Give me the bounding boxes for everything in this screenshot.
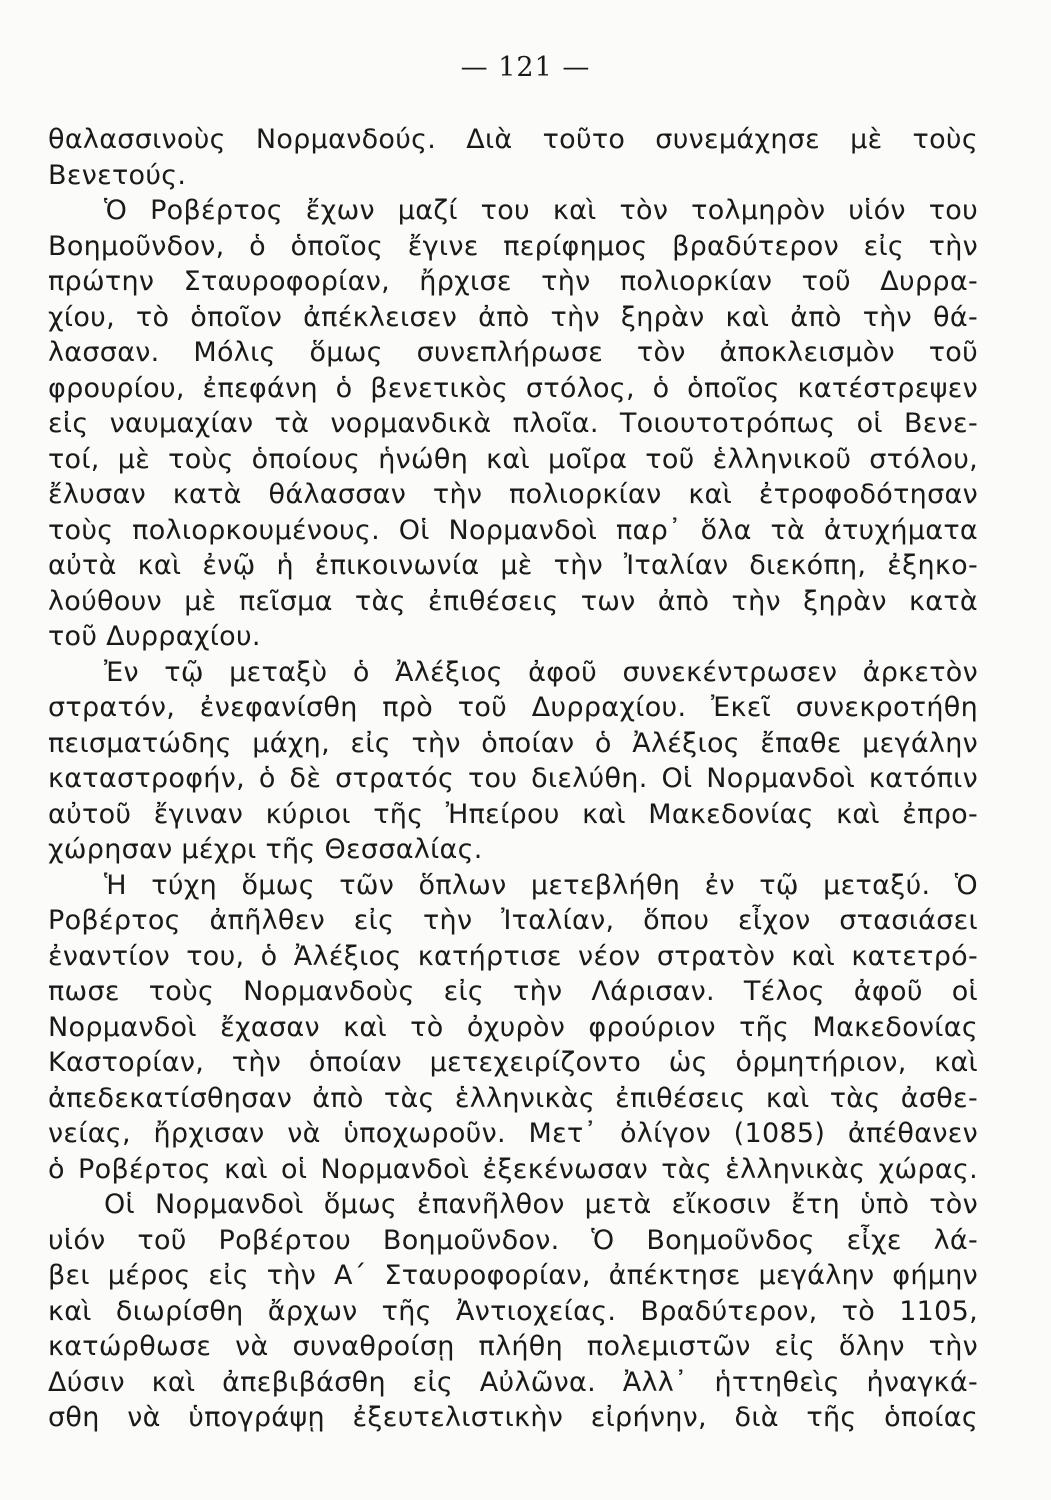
- text-line: Ἡ τύχη ὅμως τῶν ὅπλων μετεβλήθη ἐν τῷ μεταξύ. Ὁ: [104, 869, 978, 901]
- text-line: στρατόν, ἐνεφανίσθη πρὸ τοῦ Δυρραχίου. Ἐκεῖ συνεκροτήθη: [48, 692, 978, 723]
- text-line: πρώτην Σταυροφορίαν, ἤρχισε τὴν πολιορκίαν τοῦ Δυρρα-: [48, 266, 978, 297]
- text-line: τοῦ Δυρραχίου.: [48, 621, 261, 652]
- text-line: Οἱ Νορμανδοὶ ὅμως ἐπανῆλθον μετὰ εἴκοσιν ἔτη ὑπὸ τὸν: [104, 1189, 978, 1220]
- text-line: λασσαν. Μόλις ὅμως συνεπλήρωσε τὸν ἀποκλεισμὸν τοῦ: [48, 337, 978, 368]
- text-line: χίου, τὸ ὁποῖον ἀπέκλεισεν ἀπὸ τὴν ξηρὰν καὶ ἀπὸ τὴν θά-: [48, 301, 978, 333]
- text-line: Νορμανδοὶ ἔχασαν καὶ τὸ ὀχυρὸν φρούριον τῆς Μακεδονίας: [48, 1011, 978, 1043]
- text-line: Καστορίαν, τὴν ὁποίαν μετεχειρίζοντο ὡς ὁρμητήριον, καὶ: [48, 1047, 978, 1078]
- text-line: ἔλυσαν κατὰ θάλασσαν τὴν πολιορκίαν καὶ ἐτροφοδότησαν: [48, 479, 978, 510]
- text-line: πεισματώδης μάχη, εἰς τὴν ὁποίαν ὁ Ἀλέξιος ἔπαθε μεγάλην: [48, 727, 978, 759]
- text-line: νείας, ἤρχισαν νὰ ὑποχωροῦν. Μετ᾽ ὀλίγον (1085) ἀπέθανεν: [48, 1118, 978, 1149]
- text-line: Ἐν τῷ μεταξὺ ὁ Ἀλέξιος ἀφοῦ συνεκέντρωσεν ἀρκετὸν: [104, 656, 978, 688]
- text-line: εἰς ναυμαχίαν τὰ νορμανδικὰ πλοῖα. Τοιουτοτρόπως οἱ Βενε-: [48, 408, 978, 439]
- text-line: θαλασσινοὺς Νορμανδούς. Διὰ τοῦτο συνεμάχησε μὲ τοὺς: [48, 124, 978, 155]
- text-line: κατώρθωσε νὰ συναθροίσῃ πλήθη πολεμιστῶν εἰς ὅλην τὴν: [48, 1331, 978, 1362]
- text-line: Ροβέρτος ἀπῆλθεν εἰς τὴν Ἰταλίαν, ὅπου εἶχον στασιάσει: [48, 905, 978, 936]
- text-line: πωσε τοὺς Νορμανδοὺς εἰς τὴν Λάρισαν. Τέλος ἀφοῦ οἱ: [48, 976, 978, 1007]
- text-line: Βοημοῦνδον, ὁ ὁποῖος ἔγινε περίφημος βραδύτερον εἰς τὴν: [48, 230, 978, 262]
- text-line: ἐναντίον του, ὁ Ἀλέξιος κατήρτισε νέον στρατὸν καὶ κατετρό-: [48, 940, 978, 972]
- text-line: υἱόν τοῦ Ροβέρτου Βοημοῦνδον. Ὁ Βοημοῦνδος εἶχε λά-: [48, 1224, 978, 1256]
- text-line: τοί, μὲ τοὺς ὁποίους ἡνώθη καὶ μοῖρα τοῦ ἑλληνικοῦ στόλου,: [48, 443, 978, 475]
- text-line: αὐτὰ καὶ ἐνῷ ἡ ἐπικοινωνία μὲ τὴν Ἰταλίαν διεκόπη, ἐξηκο-: [48, 550, 978, 581]
- page-number: — 121 —: [460, 52, 591, 83]
- text-line: λούθουν μὲ πεῖσμα τὰς ἐπιθέσεις των ἀπὸ τὴν ξηρὰν κατὰ: [48, 585, 978, 617]
- text-line: καταστροφήν, ὁ δὲ στρατός του διελύθη. Οἱ Νορμανδοὶ κατόπιν: [48, 763, 978, 794]
- text-line: Ὁ Ροβέρτος ἔχων μαζί του καὶ τὸν τολμηρὸν υἱόν του: [104, 195, 978, 226]
- text-line: ὁ Ροβέρτος καὶ οἱ Νορμανδοὶ ἐξεκένωσαν τὰς ἑλληνικὰς χώρας.: [48, 1153, 978, 1185]
- text-line: ἀπεδεκατίσθησαν ἀπὸ τὰς ἑλληνικὰς ἐπιθέσεις καὶ τὰς ἀσθε-: [48, 1082, 978, 1114]
- text-line: βει μέρος εἰς τὴν Α´ Σταυροφορίαν, ἀπέκτησε μεγάλην φήμην: [48, 1260, 978, 1291]
- text-line: φρουρίου, ἐπεφάνη ὁ βενετικὸς στόλος, ὁ ὁποῖος κατέστρεψεν: [48, 372, 978, 404]
- text-line: αὐτοῦ ἔγιναν κύριοι τῆς Ἠπείρου καὶ Μακεδονίας καὶ ἐπρο-: [48, 798, 978, 830]
- text-line: Δύσιν καὶ ἀπεβιβάσθη εἰς Αὐλῶνα. Ἀλλ᾽ ἡττηθεὶς ἠναγκά-: [48, 1366, 978, 1398]
- text-line: καὶ διωρίσθη ἄρχων τῆς Ἀντιοχείας. Βραδύτερον, τὸ 1105,: [48, 1295, 978, 1327]
- text-line: σθη νὰ ὑπογράψῃ ἐξευτελιστικὴν εἰρήνην, διὰ τῆς ὁποίας: [48, 1402, 978, 1433]
- text-line: χώρησαν μέχρι τῆς Θεσσαλίας.: [48, 834, 483, 865]
- body-text: [48, 122, 978, 1436]
- text-line: τοὺς πολιορκουμένους. Οἱ Νορμανδοὶ παρ᾽ ὅλα τὰ ἀτυχήματα: [48, 514, 978, 546]
- text-line: Βενετούς.: [48, 159, 187, 191]
